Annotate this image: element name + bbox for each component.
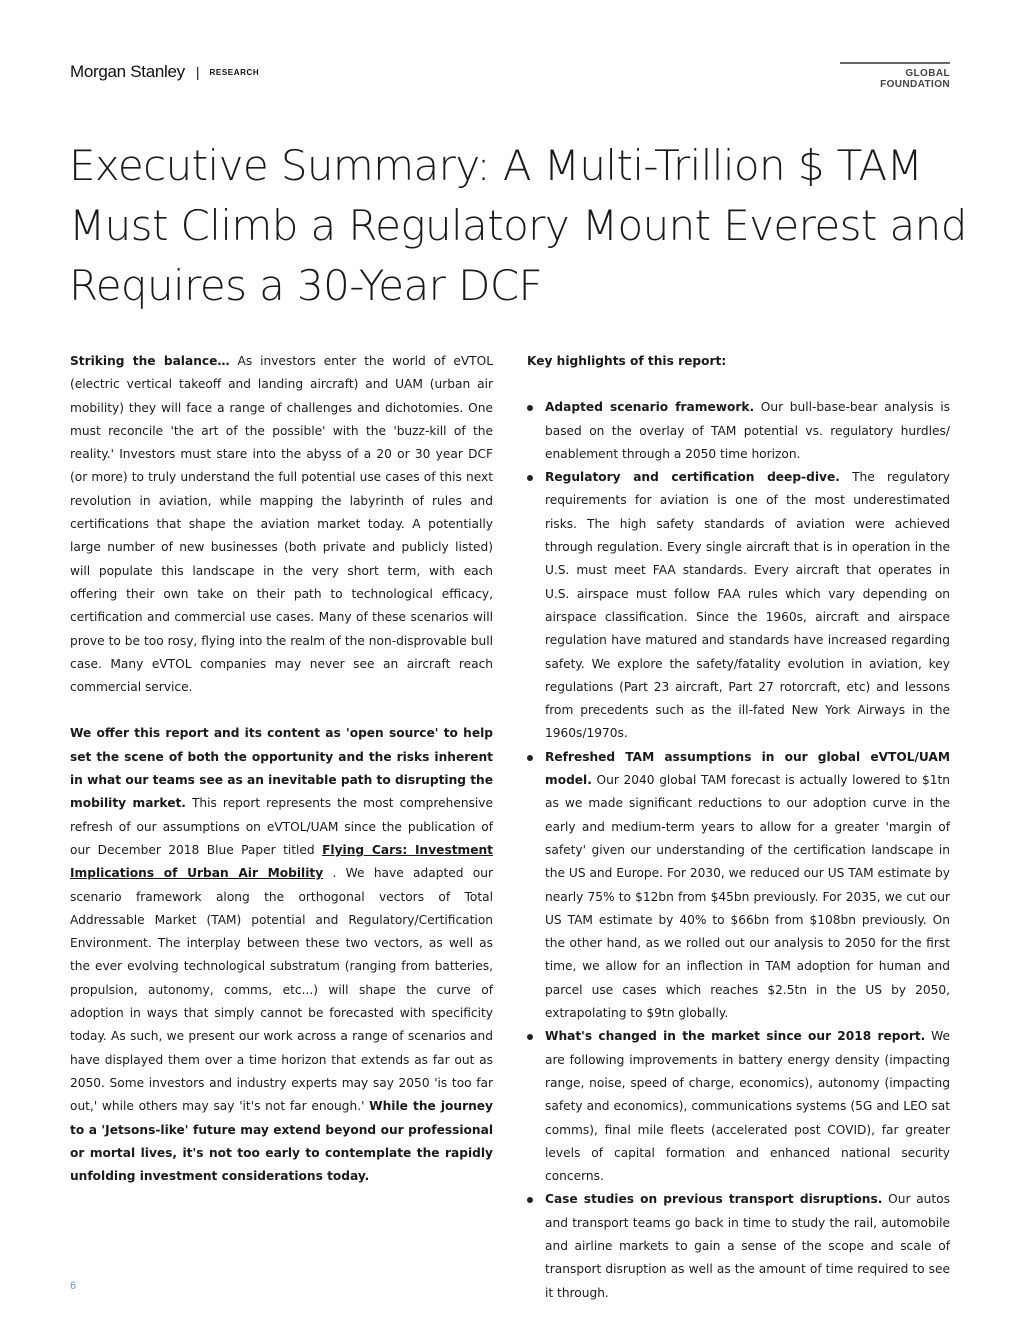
- left-column: [70, 350, 493, 1188]
- blue-paper-link[interactable]: Flying Cars: Investment Implications of Urban Air Mobility: [70, 842, 493, 881]
- highlights-list: [527, 396, 950, 1305]
- intro-body: As investors enter the world of eVTOL (electric vertical takeoff and landing aircraft) and UAM (urban air mobility) they will face a range of challenges and dichotomies. One must reconcile 'the art of the possible' with the 'buzz-kill of the reality.' Investors must stare into the abyss of a 20 or 30 year DCF (or more) to truly understand the full potential use cases of this next revolution in aviation, while mapping the labyrinth of rules and certifications that shape the aviation market today. A potentially large number of new businesses (both private and publicly listed) will populate this landscape in the very short term, with each offering their own take on their path to technological efficacy, certification and commercial use cases. Many of these scenarios will prove to be too rosy, flying into the realm of the non-disprovable bull case. Many eVTOL companies may never see an aircraft reach commercial service.: [70, 354, 493, 695]
- bullet-lead: Case studies on previous transport disruptions.: [545, 1192, 883, 1207]
- report-header: [70, 62, 259, 82]
- bullet-body: We are following improvements in battery energy density (impacting range, noise, speed of charge, economics), autonomy (impacting safety and economics), communications systems (5G and LEO sat comms), final mile fleets (accelerated post COVID), far greater levels of capital formation and enhanced national security concerns.: [545, 1029, 950, 1184]
- bullet-icon: [527, 1197, 533, 1203]
- bullet-lead: Adapted scenario framework.: [545, 400, 755, 415]
- title-line-3: Requires a 30-Year DCF: [69, 261, 543, 310]
- bullet-body: Our 2040 global TAM forecast is actually lowered to $1tn as we made significant reductions to our adoption curve in the early and medium-term years to allow for a greater 'margin of safety' given our understanding of the certification landscape in the US and Europe. For 2030, we reduced our US TAM estimate by nearly 75% to $12bn from $45bn previously. For 2035, we cut our US TAM estimate by 40% to $66bn from $108bn previously. On the other hand, as we rolled out our analysis to 2050 for the first time, we allow for an inflection in TAM adoption for human and parcel use cases which reaches $2.5tn in the US by 2050, extrapolating to $9tn globally.: [545, 773, 950, 1021]
- intro-paragraph: [70, 350, 493, 699]
- right-column: [527, 350, 950, 1305]
- list-item: [527, 396, 950, 466]
- bullet-lead: Regulatory and certification deep-dive.: [545, 470, 840, 485]
- intro-lead: Striking the balance…: [70, 354, 230, 368]
- bullet-body: The regulatory requirements for aviation is one of the most underestimated risks. The high safety standards of aviation were achieved through regulation. Every single aircraft that is in operation in the U.S. must meet FAA standards. Every aircraft that operates in U.S. airspace must follow FAA rules which vary depending on airspace classification. Since the 1960s, aircraft and airspace regulation have matured and standards have increased regarding safety. We explore the safety/fatality evolution in aviation, key regulations (Part 23 aircraft, Part 27 rotorcraft, etc) and lessons from precedents such as the ill-fated New York Airways in the 1960s/1970s.: [545, 470, 951, 741]
- title-line-1: Executive Summary: A Multi-Trillion $ TAM: [69, 141, 923, 190]
- brand-logo: Morgan Stanley: [70, 62, 185, 81]
- bullet-icon: [527, 755, 533, 761]
- section-label: RESEARCH: [209, 67, 260, 77]
- list-item: [527, 1025, 950, 1188]
- bullet-lead: Refreshed TAM assumptions in our global eVTOL/UAM model.: [545, 749, 950, 788]
- list-item: [527, 1188, 950, 1304]
- bullet-body: Our autos and transport teams go back in time to study the rail, automobile and airline markets to gain a sense of the scope and scale of transport disruption as well as the amount of time required to see it through.: [545, 1192, 950, 1300]
- bullet-icon: [527, 405, 533, 411]
- header-separator: |: [195, 64, 200, 80]
- open-source-body-2: . We have adapted our scenario framework along the orthogonal vectors of Total Addressable Market (TAM) potential and Regulatory/Certification Environment. The interplay between these two vectors, as well as the ever evolving technological substratum (ranging from batteries, propulsion, autonomy, comms, etc...) will shape the curve of adoption in ways that simply cannot be forecasted with specificity today. As such, we present our work across a range of scenarios and have displayed them over a time horizon that extends as far out as 2050. Some investors and industry experts may say 2050 'is too far out,' while others may say 'it's not far enough.': [70, 866, 493, 1114]
- bullet-icon: [527, 1034, 533, 1040]
- open-source-tail: While the journey to a 'Jetsons-like' future may extend beyond our professional or mortal lives, it's not too early to contemplate the rapidly unfolding investment considerations today.: [70, 1099, 493, 1184]
- bullet-icon: [527, 475, 533, 481]
- open-source-body-1: This report represents the most comprehensive refresh of our assumptions on eVTOL/UAM since the publication of our December 2018 Blue Paper titled: [70, 796, 493, 857]
- list-item: [527, 746, 950, 1026]
- page-number: 6: [70, 1280, 77, 1292]
- page-title: [69, 136, 969, 316]
- bullet-lead: What's changed in the market since our 2018 report.: [545, 1029, 926, 1044]
- open-source-lead: We offer this report and its content as 'open source' to help set the scene of both the opportunity and the risks inherent in what our teams see as an inevitable path to disrupting the mobility market.: [70, 726, 493, 811]
- open-source-paragraph: [70, 722, 493, 1188]
- list-item: [527, 466, 950, 746]
- highlights-heading: Key highlights of this report:: [527, 354, 727, 368]
- bullet-body: Our bull-base-bear analysis is based on the overlay of TAM potential vs. regulatory hurdles/ enablement through a 2050 time horizon.: [545, 400, 950, 461]
- title-line-2: Must Climb a Regulatory Mount Everest and: [69, 201, 967, 250]
- series-label: GLOBAL FOUNDATION: [840, 62, 950, 90]
